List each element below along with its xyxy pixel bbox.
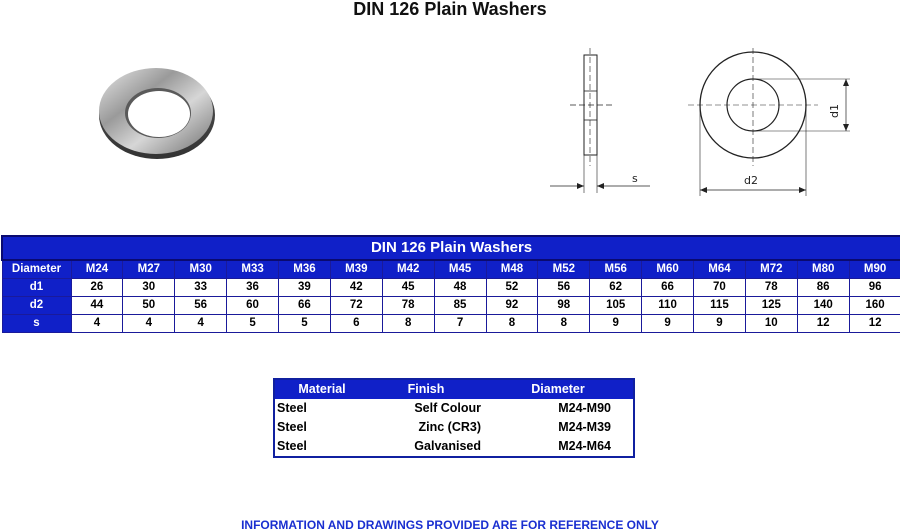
table-cell: 5 <box>279 315 331 333</box>
finish-cell: Galvanised <box>414 439 481 453</box>
table-cell: 66 <box>642 279 694 297</box>
diameter-header: Diameter <box>2 260 71 279</box>
table-cell: 8 <box>486 315 538 333</box>
size-header: M36 <box>279 260 331 279</box>
table-cell: 105 <box>590 297 642 315</box>
table-cell: 36 <box>227 279 279 297</box>
size-header: M42 <box>382 260 434 279</box>
diameter-range-cell: M24-M39 <box>558 420 611 434</box>
table-row-s <box>2 315 900 333</box>
material-cell: Steel <box>277 401 307 415</box>
table-cell: 9 <box>694 315 746 333</box>
row-label: s <box>2 315 71 333</box>
size-header: M80 <box>797 260 849 279</box>
table-row-d2 <box>2 297 900 315</box>
table-cell: 26 <box>71 279 123 297</box>
table-cell: 33 <box>175 279 227 297</box>
table-row <box>274 399 634 418</box>
table-cell: 4 <box>71 315 123 333</box>
table-cell: 78 <box>745 279 797 297</box>
row-label: d1 <box>2 279 71 297</box>
table-cell: 56 <box>175 297 227 315</box>
size-header-row <box>2 260 900 279</box>
dimensions-table <box>1 235 900 333</box>
material-finish-table <box>273 378 635 458</box>
size-header: M24 <box>71 260 123 279</box>
table-cell: 60 <box>227 297 279 315</box>
size-header: M72 <box>745 260 797 279</box>
table-cell: 115 <box>694 297 746 315</box>
table-cell: 48 <box>434 279 486 297</box>
table-cell: 78 <box>382 297 434 315</box>
table-cell: 4 <box>175 315 227 333</box>
finish-cell: Zinc (CR3) <box>418 420 481 434</box>
table-cell: 140 <box>797 297 849 315</box>
table-cell: 125 <box>745 297 797 315</box>
diameter-range-cell: M24-M64 <box>558 439 611 453</box>
material-cell: Steel <box>277 420 307 434</box>
table-row <box>274 437 634 457</box>
label-s: s <box>632 172 638 185</box>
table-cell: 50 <box>123 297 175 315</box>
table-cell: 42 <box>330 279 382 297</box>
finish-header: Finish <box>369 379 483 399</box>
table-cell: 39 <box>279 279 331 297</box>
diameter-range-header: Diameter <box>483 379 634 399</box>
size-header: M27 <box>123 260 175 279</box>
table-cell: 30 <box>123 279 175 297</box>
table-cell: 52 <box>486 279 538 297</box>
dimensions-table-caption: DIN 126 Plain Washers <box>2 236 900 260</box>
material-header-row <box>274 379 634 399</box>
label-d2: d2 <box>744 174 758 187</box>
size-header: M48 <box>486 260 538 279</box>
table-cell: 9 <box>590 315 642 333</box>
table-cell: 98 <box>538 297 590 315</box>
table-cell: 96 <box>849 279 900 297</box>
table-cell: 66 <box>279 297 331 315</box>
label-d1: d1 <box>828 104 841 118</box>
table-cell: 5 <box>227 315 279 333</box>
table-cell: 44 <box>71 297 123 315</box>
washer-technical-drawing <box>540 48 870 228</box>
table-cell: 9 <box>642 315 694 333</box>
size-header: M64 <box>694 260 746 279</box>
table-cell: 92 <box>486 297 538 315</box>
table-cell: 8 <box>538 315 590 333</box>
size-header: M52 <box>538 260 590 279</box>
size-header: M90 <box>849 260 900 279</box>
finish-cell: Self Colour <box>414 401 481 415</box>
diameter-range-cell: M24-M90 <box>558 401 611 415</box>
table-row-d1 <box>2 279 900 297</box>
table-cell: 6 <box>330 315 382 333</box>
table-cell: 110 <box>642 297 694 315</box>
table-cell: 72 <box>330 297 382 315</box>
size-header: M39 <box>330 260 382 279</box>
reference-disclaimer: INFORMATION AND DRAWINGS PROVIDED ARE FOR REFERENCE ONLY <box>241 518 659 532</box>
material-cell: Steel <box>277 439 307 453</box>
table-cell: 12 <box>797 315 849 333</box>
size-header: M45 <box>434 260 486 279</box>
table-cell: 56 <box>538 279 590 297</box>
material-header: Material <box>274 379 369 399</box>
table-cell: 160 <box>849 297 900 315</box>
table-cell: 45 <box>382 279 434 297</box>
size-header: M56 <box>590 260 642 279</box>
table-cell: 70 <box>694 279 746 297</box>
table-cell: 7 <box>434 315 486 333</box>
size-header: M33 <box>227 260 279 279</box>
table-cell: 85 <box>434 297 486 315</box>
size-header: M30 <box>175 260 227 279</box>
table-row <box>274 418 634 437</box>
page-title: DIN 126 Plain Washers <box>353 0 547 19</box>
size-header: M60 <box>642 260 694 279</box>
table-cell: 62 <box>590 279 642 297</box>
row-label: d2 <box>2 297 71 315</box>
table-cell: 86 <box>797 279 849 297</box>
table-cell: 4 <box>123 315 175 333</box>
washer-photo <box>92 62 222 167</box>
table-cell: 12 <box>849 315 900 333</box>
table-cell: 10 <box>745 315 797 333</box>
table-cell: 8 <box>382 315 434 333</box>
